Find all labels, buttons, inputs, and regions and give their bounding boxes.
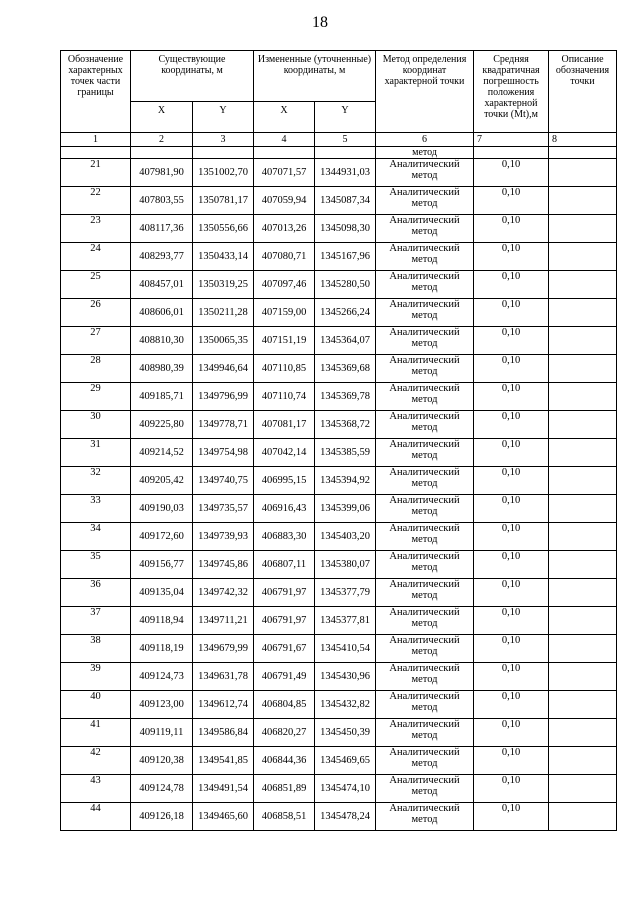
existing-x-cell: 408810,30 — [131, 327, 193, 355]
existing-x-cell: 409205,42 — [131, 467, 193, 495]
changed-y-cell: 1345394,92 — [315, 467, 376, 495]
point-id-cell: 36 — [61, 579, 131, 607]
changed-x-cell: 407042,14 — [254, 439, 315, 467]
method-cell: Аналитический метод — [376, 663, 474, 691]
existing-x-cell: 409185,71 — [131, 383, 193, 411]
point-id-cell: 42 — [61, 747, 131, 775]
rmse-cell: 0,10 — [474, 551, 549, 579]
method-cell: Аналитический метод — [376, 495, 474, 523]
changed-y-cell: 1345410,54 — [315, 635, 376, 663]
changed-y-cell: 1345368,72 — [315, 411, 376, 439]
changed-y-cell: 1345450,39 — [315, 719, 376, 747]
description-cell — [549, 775, 617, 803]
description-cell — [549, 215, 617, 243]
changed-y-cell: 1345432,82 — [315, 691, 376, 719]
changed-x-cell: 406820,27 — [254, 719, 315, 747]
method-cell: Аналитический метод — [376, 159, 474, 187]
existing-y-cell: 1349745,86 — [193, 551, 254, 579]
description-cell — [549, 355, 617, 383]
description-cell — [549, 719, 617, 747]
changed-y-cell: 1345474,10 — [315, 775, 376, 803]
method-cell: Аналитический метод — [376, 523, 474, 551]
changed-x-cell: 407151,19 — [254, 327, 315, 355]
existing-y-cell: 1349586,84 — [193, 719, 254, 747]
changed-y-cell: 1345430,96 — [315, 663, 376, 691]
existing-y-cell: 1349778,71 — [193, 411, 254, 439]
existing-y-cell: 1350556,66 — [193, 215, 254, 243]
description-cell — [549, 271, 617, 299]
method-cell: Аналитический метод — [376, 355, 474, 383]
existing-x-cell: 409120,38 — [131, 747, 193, 775]
header-description: Описание обозначения точки — [549, 51, 617, 133]
description-cell — [549, 439, 617, 467]
existing-x-cell: 409126,18 — [131, 803, 193, 831]
changed-y-cell: 1345266,24 — [315, 299, 376, 327]
point-id-cell: 35 — [61, 551, 131, 579]
changed-y-cell: 1345377,81 — [315, 607, 376, 635]
description-cell — [549, 747, 617, 775]
table-row — [61, 327, 617, 355]
description-cell — [549, 607, 617, 635]
method-cell: Аналитический метод — [376, 299, 474, 327]
column-number: 1 — [61, 133, 131, 147]
existing-y-cell: 1350065,35 — [193, 327, 254, 355]
method-cell: Аналитический метод — [376, 187, 474, 215]
changed-x-cell: 407159,00 — [254, 299, 315, 327]
changed-y-cell: 1345369,78 — [315, 383, 376, 411]
point-id-cell: 34 — [61, 523, 131, 551]
point-id-cell: 40 — [61, 691, 131, 719]
description-cell — [549, 299, 617, 327]
changed-x-cell: 406851,89 — [254, 775, 315, 803]
column-number: 7 — [474, 133, 549, 147]
changed-x-cell: 406883,30 — [254, 523, 315, 551]
table-row — [61, 159, 617, 187]
column-number: 8 — [549, 133, 617, 147]
changed-x-cell: 406791,49 — [254, 663, 315, 691]
point-id-cell: 24 — [61, 243, 131, 271]
description-cell — [549, 579, 617, 607]
rmse-cell: 0,10 — [474, 747, 549, 775]
changed-x-cell: 407080,71 — [254, 243, 315, 271]
table-row — [61, 635, 617, 663]
table-row — [61, 271, 617, 299]
existing-y-cell: 1349541,85 — [193, 747, 254, 775]
table-row — [61, 663, 617, 691]
changed-y-cell: 1345403,20 — [315, 523, 376, 551]
point-id-cell: 31 — [61, 439, 131, 467]
changed-x-cell: 406791,97 — [254, 607, 315, 635]
table-row — [61, 187, 617, 215]
table-row — [61, 243, 617, 271]
changed-y-cell: 1345087,34 — [315, 187, 376, 215]
rmse-cell: 0,10 — [474, 327, 549, 355]
rmse-cell: 0,10 — [474, 719, 549, 747]
method-cell: Аналитический метод — [376, 327, 474, 355]
table-row — [61, 551, 617, 579]
rmse-cell: 0,10 — [474, 663, 549, 691]
carryover-row — [61, 147, 617, 159]
existing-y-cell: 1349491,54 — [193, 775, 254, 803]
rmse-cell: 0,10 — [474, 271, 549, 299]
rmse-cell: 0,10 — [474, 691, 549, 719]
table-row — [61, 355, 617, 383]
rmse-cell: 0,10 — [474, 635, 549, 663]
changed-x-cell: 407081,17 — [254, 411, 315, 439]
point-id-cell: 37 — [61, 607, 131, 635]
point-id-cell: 27 — [61, 327, 131, 355]
existing-x-cell: 408457,01 — [131, 271, 193, 299]
existing-y-cell: 1349946,64 — [193, 355, 254, 383]
changed-y-cell: 1345280,50 — [315, 271, 376, 299]
header-changed-coordinates: Измененные (уточненные) координаты, м — [254, 51, 376, 102]
description-cell — [549, 327, 617, 355]
description-cell — [549, 691, 617, 719]
description-cell — [549, 495, 617, 523]
rmse-cell: 0,10 — [474, 411, 549, 439]
method-cell: Аналитический метод — [376, 551, 474, 579]
existing-x-cell: 407803,55 — [131, 187, 193, 215]
point-id-cell: 21 — [61, 159, 131, 187]
description-cell — [549, 159, 617, 187]
changed-x-cell: 406791,67 — [254, 635, 315, 663]
page-number: 18 — [312, 14, 328, 31]
column-number: 4 — [254, 133, 315, 147]
header-method: Метод определения координат характерной точки — [376, 51, 474, 133]
table-row — [61, 775, 617, 803]
point-id-cell: 39 — [61, 663, 131, 691]
header-rmse: Средняя квадратичная погрешность положения характерной точки (Mt),м — [474, 51, 549, 133]
point-id-cell: 44 — [61, 803, 131, 831]
changed-x-cell: 407097,46 — [254, 271, 315, 299]
rmse-cell: 0,10 — [474, 187, 549, 215]
existing-x-cell: 409135,04 — [131, 579, 193, 607]
existing-x-cell: 408606,01 — [131, 299, 193, 327]
changed-x-cell: 406791,97 — [254, 579, 315, 607]
coordinates-table — [60, 50, 617, 831]
header-changed-x: X — [254, 102, 315, 133]
changed-y-cell: 1345098,30 — [315, 215, 376, 243]
existing-x-cell: 409124,73 — [131, 663, 193, 691]
rmse-cell: 0,10 — [474, 495, 549, 523]
rmse-cell: 0,10 — [474, 579, 549, 607]
existing-x-cell: 409123,00 — [131, 691, 193, 719]
changed-x-cell: 406995,15 — [254, 467, 315, 495]
changed-x-cell: 406858,51 — [254, 803, 315, 831]
column-number: 2 — [131, 133, 193, 147]
rmse-cell: 0,10 — [474, 355, 549, 383]
point-id-cell: 22 — [61, 187, 131, 215]
rmse-cell: 0,10 — [474, 383, 549, 411]
existing-x-cell: 409118,94 — [131, 607, 193, 635]
existing-x-cell: 409118,19 — [131, 635, 193, 663]
description-cell — [549, 523, 617, 551]
point-id-cell: 43 — [61, 775, 131, 803]
table-row — [61, 607, 617, 635]
method-cell: Аналитический метод — [376, 607, 474, 635]
header-existing-y: Y — [193, 102, 254, 133]
description-cell — [549, 803, 617, 831]
point-id-cell: 41 — [61, 719, 131, 747]
changed-x-cell: 406807,11 — [254, 551, 315, 579]
description-cell — [549, 635, 617, 663]
table-row — [61, 383, 617, 411]
rmse-cell: 0,10 — [474, 523, 549, 551]
description-cell — [549, 411, 617, 439]
header-changed-y: Y — [315, 102, 376, 133]
changed-x-cell: 406916,43 — [254, 495, 315, 523]
table-row — [61, 691, 617, 719]
column-number: 6 — [376, 133, 474, 147]
header-existing-x: X — [131, 102, 193, 133]
changed-x-cell: 407059,94 — [254, 187, 315, 215]
changed-x-cell: 407110,85 — [254, 355, 315, 383]
carryover-method: метод — [376, 147, 474, 159]
rmse-cell: 0,10 — [474, 607, 549, 635]
changed-y-cell: 1345478,24 — [315, 803, 376, 831]
table-row — [61, 579, 617, 607]
existing-y-cell: 1349754,98 — [193, 439, 254, 467]
existing-x-cell: 408117,36 — [131, 215, 193, 243]
changed-x-cell: 407110,74 — [254, 383, 315, 411]
existing-y-cell: 1349465,60 — [193, 803, 254, 831]
table-row — [61, 523, 617, 551]
existing-y-cell: 1350781,17 — [193, 187, 254, 215]
existing-x-cell: 407981,90 — [131, 159, 193, 187]
existing-y-cell: 1349740,75 — [193, 467, 254, 495]
method-cell: Аналитический метод — [376, 383, 474, 411]
description-cell — [549, 383, 617, 411]
existing-x-cell: 409119,11 — [131, 719, 193, 747]
point-id-cell: 30 — [61, 411, 131, 439]
table-row — [61, 467, 617, 495]
table-row — [61, 215, 617, 243]
changed-y-cell: 1345469,65 — [315, 747, 376, 775]
table-row — [61, 411, 617, 439]
column-number-row — [61, 133, 617, 147]
existing-y-cell: 1349796,99 — [193, 383, 254, 411]
point-id-cell: 32 — [61, 467, 131, 495]
method-cell: Аналитический метод — [376, 635, 474, 663]
table-row — [61, 495, 617, 523]
rmse-cell: 0,10 — [474, 439, 549, 467]
changed-x-cell: 406804,85 — [254, 691, 315, 719]
method-cell: Аналитический метод — [376, 467, 474, 495]
description-cell — [549, 551, 617, 579]
method-cell: Аналитический метод — [376, 691, 474, 719]
table-row — [61, 719, 617, 747]
existing-y-cell: 1349612,74 — [193, 691, 254, 719]
table-header — [61, 51, 617, 147]
point-id-cell: 23 — [61, 215, 131, 243]
changed-x-cell: 407071,57 — [254, 159, 315, 187]
description-cell — [549, 663, 617, 691]
header-point-designation: Обозначение характерных точек части границы — [61, 51, 131, 133]
existing-y-cell: 1350211,28 — [193, 299, 254, 327]
description-cell — [549, 187, 617, 215]
rmse-cell: 0,10 — [474, 243, 549, 271]
existing-y-cell: 1349679,99 — [193, 635, 254, 663]
changed-y-cell: 1345364,07 — [315, 327, 376, 355]
changed-y-cell: 1344931,03 — [315, 159, 376, 187]
method-cell: Аналитический метод — [376, 775, 474, 803]
table-row — [61, 439, 617, 467]
existing-y-cell: 1351002,70 — [193, 159, 254, 187]
method-cell: Аналитический метод — [376, 243, 474, 271]
point-id-cell: 25 — [61, 271, 131, 299]
header-existing-coordinates: Существующие координаты, м — [131, 51, 254, 102]
description-cell — [549, 467, 617, 495]
rmse-cell: 0,10 — [474, 299, 549, 327]
changed-y-cell: 1345167,96 — [315, 243, 376, 271]
table-row — [61, 299, 617, 327]
method-cell: Аналитический метод — [376, 747, 474, 775]
table-row — [61, 803, 617, 831]
changed-x-cell: 406844,36 — [254, 747, 315, 775]
existing-x-cell: 409214,52 — [131, 439, 193, 467]
rmse-cell: 0,10 — [474, 159, 549, 187]
existing-y-cell: 1349711,21 — [193, 607, 254, 635]
changed-y-cell: 1345399,06 — [315, 495, 376, 523]
point-id-cell: 29 — [61, 383, 131, 411]
column-number: 3 — [193, 133, 254, 147]
existing-x-cell: 409225,80 — [131, 411, 193, 439]
method-cell: Аналитический метод — [376, 719, 474, 747]
column-number: 5 — [315, 133, 376, 147]
rmse-cell: 0,10 — [474, 467, 549, 495]
changed-y-cell: 1345369,68 — [315, 355, 376, 383]
method-cell: Аналитический метод — [376, 439, 474, 467]
existing-x-cell: 408293,77 — [131, 243, 193, 271]
existing-y-cell: 1349735,57 — [193, 495, 254, 523]
existing-x-cell: 409124,78 — [131, 775, 193, 803]
existing-x-cell: 409172,60 — [131, 523, 193, 551]
method-cell: Аналитический метод — [376, 411, 474, 439]
existing-y-cell: 1349742,32 — [193, 579, 254, 607]
point-id-cell: 33 — [61, 495, 131, 523]
existing-x-cell: 409156,77 — [131, 551, 193, 579]
existing-y-cell: 1349631,78 — [193, 663, 254, 691]
changed-y-cell: 1345380,07 — [315, 551, 376, 579]
table-row — [61, 747, 617, 775]
existing-x-cell: 408980,39 — [131, 355, 193, 383]
point-id-cell: 28 — [61, 355, 131, 383]
method-cell: Аналитический метод — [376, 215, 474, 243]
rmse-cell: 0,10 — [474, 775, 549, 803]
description-cell — [549, 243, 617, 271]
existing-y-cell: 1350433,14 — [193, 243, 254, 271]
existing-y-cell: 1350319,25 — [193, 271, 254, 299]
method-cell: Аналитический метод — [376, 803, 474, 831]
changed-x-cell: 407013,26 — [254, 215, 315, 243]
point-id-cell: 26 — [61, 299, 131, 327]
method-cell: Аналитический метод — [376, 579, 474, 607]
method-cell: Аналитический метод — [376, 271, 474, 299]
existing-y-cell: 1349739,93 — [193, 523, 254, 551]
existing-x-cell: 409190,03 — [131, 495, 193, 523]
changed-y-cell: 1345377,79 — [315, 579, 376, 607]
point-id-cell: 38 — [61, 635, 131, 663]
changed-y-cell: 1345385,59 — [315, 439, 376, 467]
rmse-cell: 0,10 — [474, 803, 549, 831]
rmse-cell: 0,10 — [474, 215, 549, 243]
